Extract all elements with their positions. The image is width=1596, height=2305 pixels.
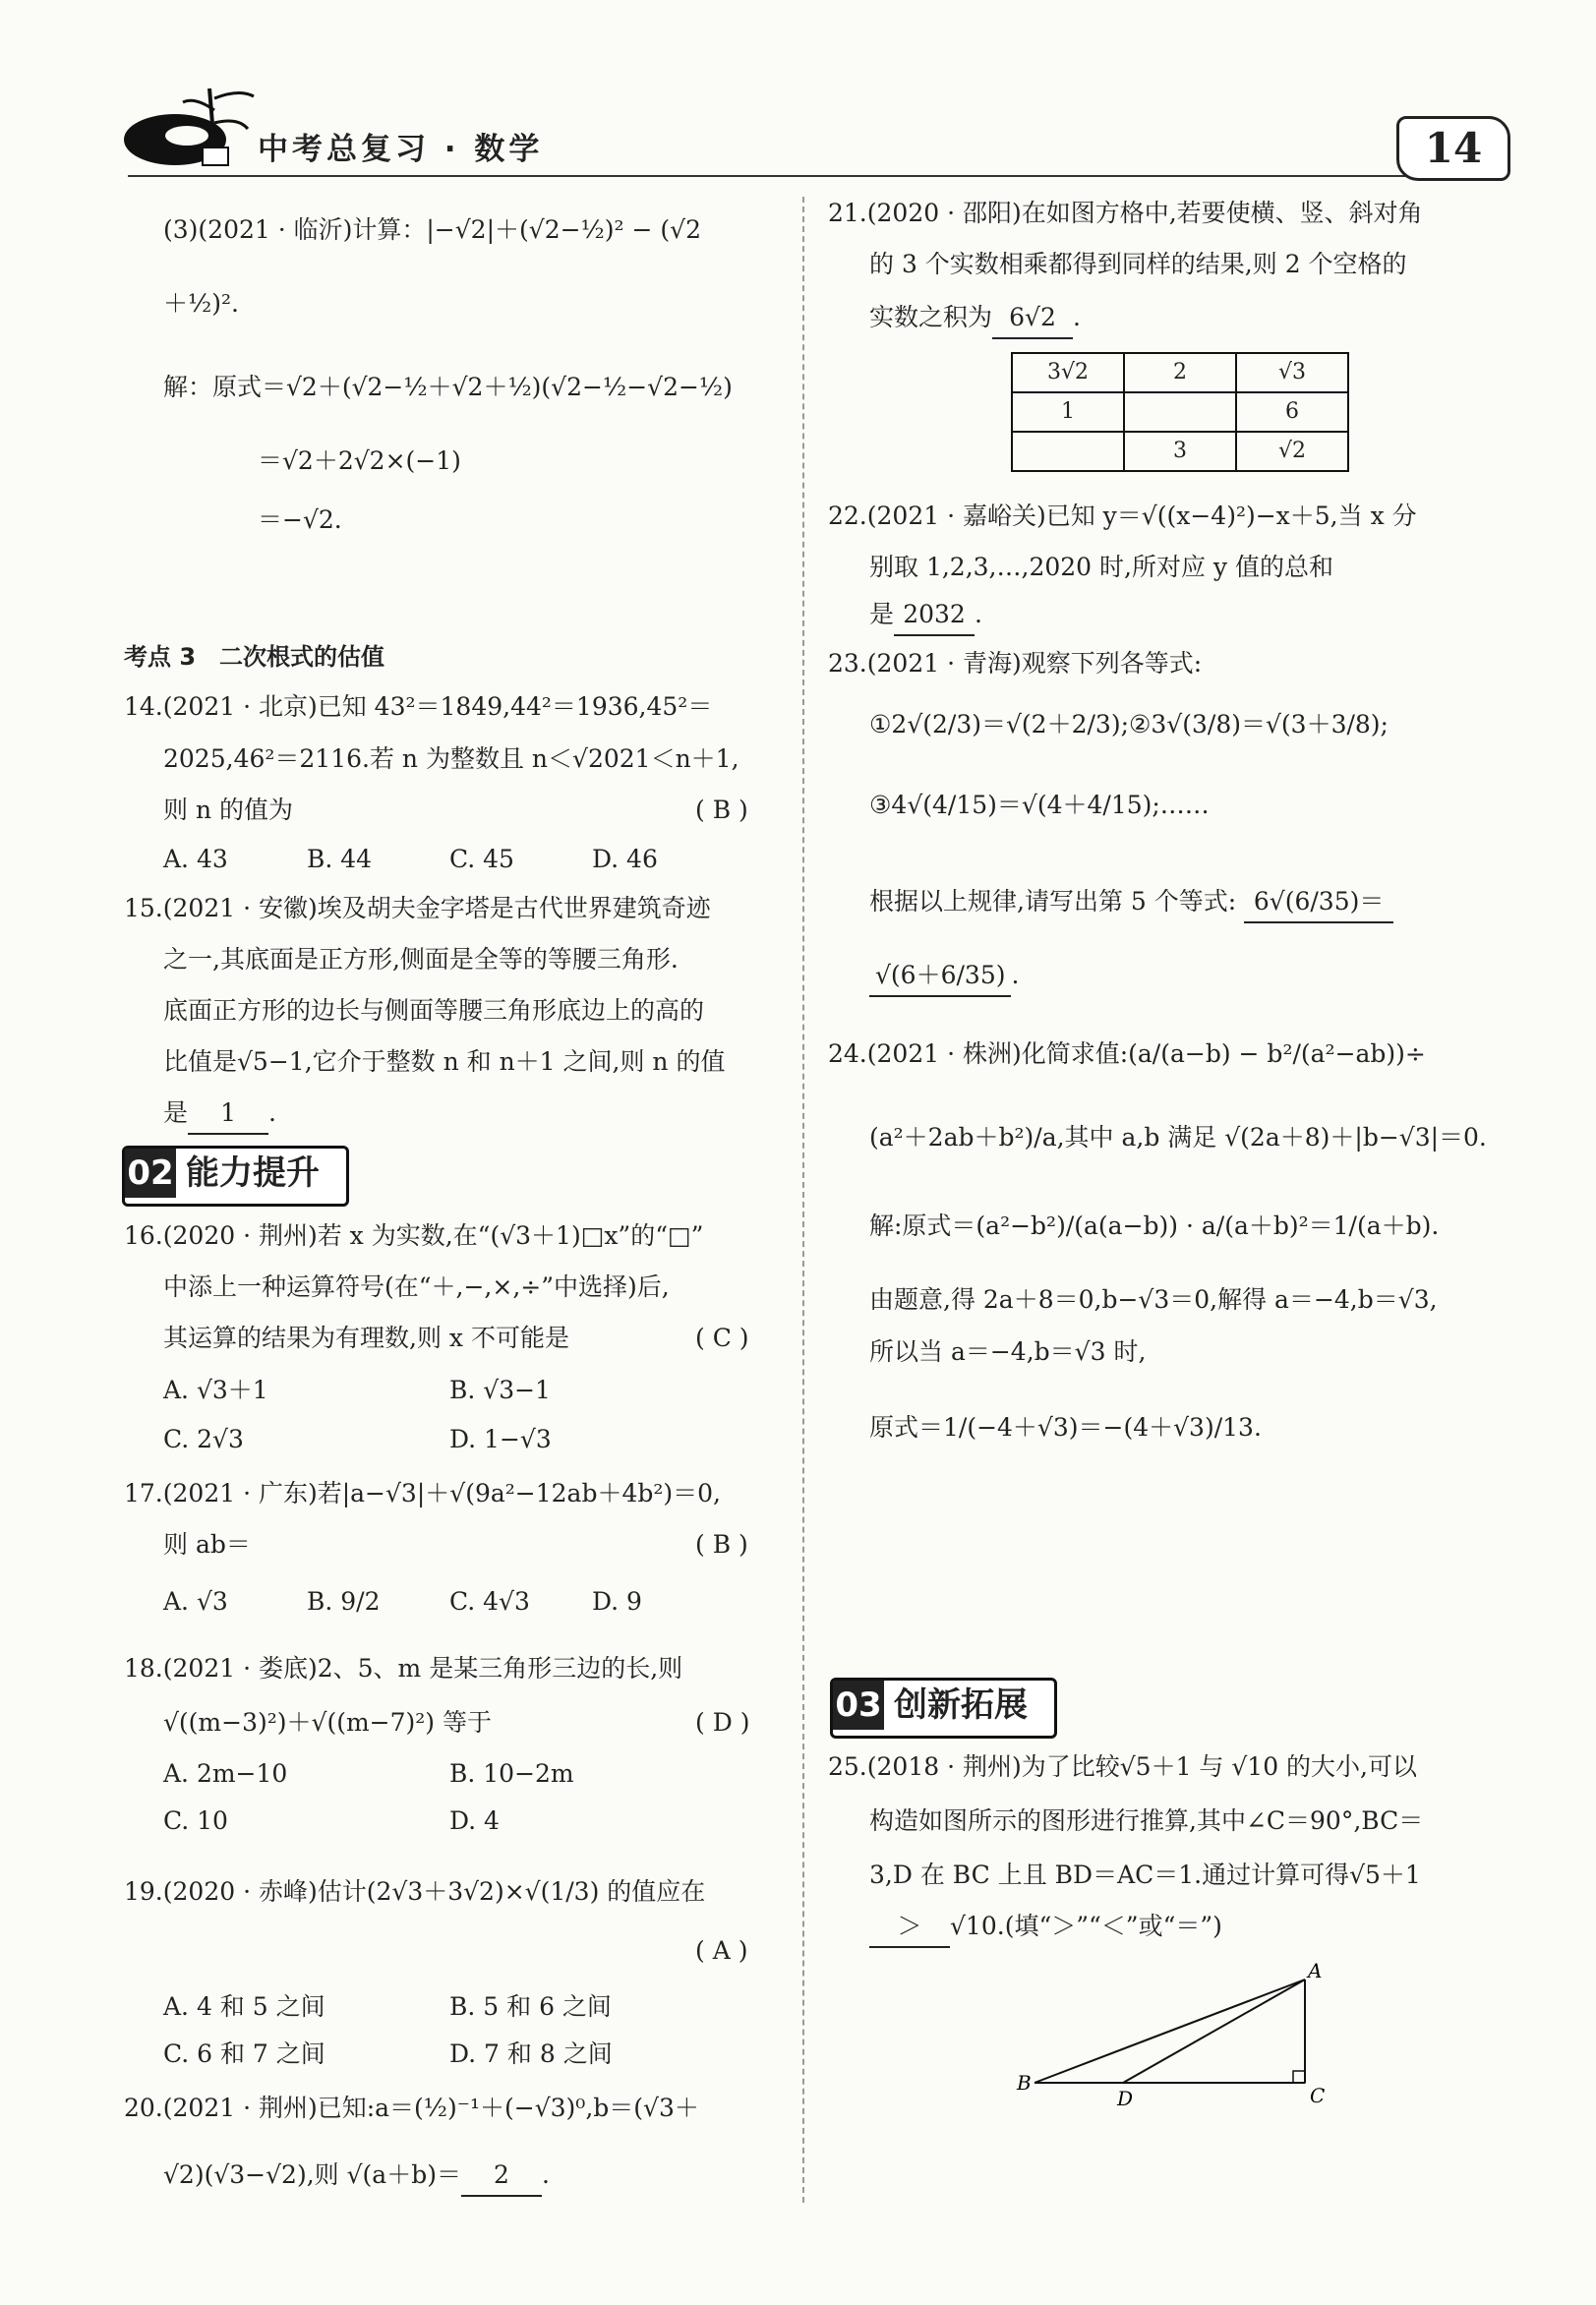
q24-solution-line4: 原式＝1/(−4＋√3)＝−(4＋√3)/13. — [869, 1413, 1262, 1442]
grid-cell: 6 — [1236, 392, 1348, 432]
q17-choice-b: B. 9/2 — [307, 1587, 381, 1616]
q23-line3: ③4√(4/15)＝√(4＋4/15);…… — [869, 791, 1210, 819]
q23-line4 — [869, 883, 1393, 923]
column-divider — [802, 197, 804, 2203]
q17-line1: 17.(2021 · 广东)若|a−√3|＋√(9a²−12ab＋4b²)＝0, — [124, 1479, 721, 1507]
book-title: 中考总复习 · 数学 — [258, 132, 544, 167]
q22-suffix: . — [975, 600, 982, 628]
grid-cell: 3 — [1124, 432, 1236, 471]
badge-ability-label: 能力提升 — [186, 1153, 320, 1193]
q18-choice-a: A. 2m−10 — [163, 1759, 288, 1788]
q19-choice-a: A. 4 和 5 之间 — [163, 1992, 325, 2021]
q21-line2: 的 3 个实数相乘都得到同样的结果,则 2 个空格的 — [869, 250, 1407, 278]
q24-solution-line2: 由题意,得 2a＋8＝0,b−√3＝0,解得 a＝−4,b＝√3, — [869, 1285, 1438, 1314]
q24-solution-line1: 解:原式＝(a²−b²)/(a(a−b)) · a/(a＋b)²＝1/(a＋b). — [869, 1212, 1440, 1240]
q15-line4: 比值是√5−1,它介于整数 n 和 n＋1 之间,则 n 的值 — [163, 1047, 726, 1076]
q18-line2: √((m−3)²)＋√((m−7)²) 等于 — [163, 1708, 492, 1737]
badge-innovation — [830, 1678, 1057, 1739]
q16-line3: 其运算的结果为有理数,则 x 不可能是 — [163, 1324, 569, 1352]
q25-line3: 3,D 在 BC 上且 BD＝AC＝1.通过计算可得√5＋1 — [869, 1861, 1421, 1889]
q14-line2: 2025,46²＝2116.若 n 为整数且 n＜√2021＜n＋1, — [163, 744, 739, 773]
q17-answer: ( B ) — [695, 1530, 748, 1559]
badge-ability-number: 02 — [125, 1149, 176, 1198]
q16-choice-c: C. 2√3 — [163, 1425, 244, 1453]
q13-part3-line1: (3)(2021 · 临沂)计算：|−√2|＋(√2−½)² − (√2 — [163, 215, 701, 244]
grid-cell — [1012, 432, 1124, 471]
label-c: C — [1310, 2084, 1326, 2107]
q16-line2: 中添上一种运算符号(在“＋,−,×,÷”中选择)后, — [163, 1272, 670, 1301]
q25-line2: 构造如图所示的图形进行推算,其中∠C＝90°,BC＝ — [869, 1806, 1424, 1835]
segment-da — [1123, 1980, 1305, 2083]
q16-line1: 16.(2020 · 荆州)若 x 为实数,在“(√3＋1)□x”的“□” — [124, 1221, 704, 1250]
q13-solution-line2: ＝√2＋2√2×(−1) — [258, 446, 461, 475]
segment-ba — [1034, 1980, 1305, 2083]
q19-choice-c: C. 6 和 7 之间 — [163, 2039, 325, 2068]
q22-prefix: 是 — [869, 600, 895, 628]
q19-line1: 19.(2020 · 赤峰)估计(2√3＋3√2)×√(1/3) 的值应在 — [124, 1877, 706, 1906]
q18-choice-c: C. 10 — [163, 1806, 228, 1835]
q22-line2: 别取 1,2,3,…,2020 时,所对应 y 值的总和 — [869, 553, 1333, 581]
q25-right-triangle-figure — [1015, 1960, 1349, 2107]
q18-answer: ( D ) — [695, 1708, 750, 1737]
q14-choice-d: D. 46 — [592, 845, 658, 873]
label-b: B — [1017, 2071, 1032, 2095]
badge-innovation-number: 03 — [833, 1681, 884, 1730]
section-title-estimation: 考点 3 二次根式的估值 — [124, 643, 385, 671]
q24-solution-line3: 所以当 a＝−4,b＝√3 时, — [869, 1337, 1147, 1366]
q14-choice-a: A. 43 — [163, 845, 228, 873]
bamboo-logo-icon — [116, 79, 264, 177]
grid-cell: 1 — [1012, 392, 1124, 432]
q21-line3 — [869, 299, 1081, 339]
q23-line1: 23.(2021 · 青海)观察下列各等式: — [828, 649, 1203, 678]
header-rule — [128, 175, 1465, 177]
q25-line4 — [869, 1908, 1222, 1948]
grid-cell — [1124, 392, 1236, 432]
q15-line2: 之一,其底面是正方形,侧面是全等的等腰三角形. — [163, 945, 679, 974]
q23-answer-blank2: √(6＋6/35) — [869, 957, 1011, 997]
q18-line1: 18.(2021 · 娄底)2、5、m 是某三角形三边的长,则 — [124, 1654, 683, 1683]
q21-line1: 21.(2020 · 邵阳)在如图方格中,若要使横、竖、斜对角 — [828, 199, 1423, 227]
badge-innovation-label: 创新拓展 — [894, 1685, 1028, 1725]
label-a: A — [1308, 1960, 1323, 1982]
q20-suffix: . — [541, 2160, 550, 2189]
q13-solution-line1: 解：原式＝√2＋(√2−½＋√2＋½)(√2−½−√2−½) — [163, 373, 733, 401]
badge-ability — [122, 1146, 349, 1207]
q17-choice-c: C. 4√3 — [449, 1587, 530, 1616]
q21-magic-grid — [1011, 352, 1349, 472]
q18-choice-b: B. 10−2m — [449, 1759, 574, 1788]
q19-choice-b: B. 5 和 6 之间 — [449, 1992, 612, 2021]
q16-choice-d: D. 1−√3 — [449, 1425, 552, 1453]
q25-answer-blank: ＞ — [869, 1908, 950, 1948]
q23-end: . — [1011, 961, 1020, 989]
q21-answer-blank: 6√2 — [992, 299, 1073, 339]
q23-line2: ①2√(2/3)＝√(2＋2/3);②3√(3/8)＝√(3＋3/8); — [869, 710, 1389, 739]
q25-suffix: √10.(填“＞”“＜”或“＝”) — [950, 1912, 1222, 1940]
q24-line2: (a²＋2ab＋b²)/a,其中 a,b 满足 √(2a＋8)＋|b−√3|＝0. — [869, 1123, 1487, 1152]
q14-choice-c: C. 45 — [449, 845, 514, 873]
q15-line1: 15.(2021 · 安徽)埃及胡夫金字塔是古代世界建筑奇迹 — [124, 894, 711, 922]
q23-prompt: 根据以上规律,请写出第 5 个等式: — [869, 887, 1237, 916]
q16-choice-a: A. √3＋1 — [163, 1376, 268, 1404]
grid-cell: 2 — [1124, 353, 1236, 392]
q21-suffix: . — [1073, 303, 1081, 331]
grid-cell: 3√2 — [1012, 353, 1124, 392]
q14-line3: 则 n 的值为 — [163, 796, 293, 824]
grid-cell: √3 — [1236, 353, 1348, 392]
q14-line1: 14.(2021 · 北京)已知 43²＝1849,44²＝1936,45²＝ — [124, 692, 713, 721]
grid-cell: √2 — [1236, 432, 1348, 471]
q15-prefix: 是 — [163, 1098, 189, 1127]
q20-answer-blank: 2 — [461, 2157, 542, 2197]
q18-choice-d: D. 4 — [449, 1806, 500, 1835]
q16-answer: ( C ) — [695, 1324, 749, 1352]
q24-line1: 24.(2021 · 株洲)化简求值:(a/(a−b) − b²/(a²−ab))÷ — [828, 1039, 1426, 1068]
q21-prefix: 实数之积为 — [869, 303, 993, 331]
q16-choice-b: B. √3−1 — [449, 1376, 551, 1404]
q13-solution-line3: ＝−√2. — [258, 505, 342, 534]
q23-answer-blank1: 6√(6/35)＝ — [1244, 883, 1393, 923]
q23-line5 — [869, 957, 1019, 997]
q22-line1: 22.(2021 · 嘉峪关)已知 y＝√((x−4)²)−x＋5,当 x 分 — [828, 502, 1417, 530]
q15-answer-blank: 1 — [188, 1094, 268, 1135]
q20-line2 — [163, 2157, 550, 2197]
label-d: D — [1117, 2087, 1134, 2107]
q22-line3 — [869, 596, 982, 636]
right-angle-mark — [1293, 2071, 1305, 2083]
q13-part3-line2: ＋½)². — [163, 289, 239, 318]
q19-choice-d: D. 7 和 8 之间 — [449, 2039, 613, 2068]
q17-line2: 则 ab＝ — [163, 1530, 251, 1559]
q25-line1: 25.(2018 · 荆州)为了比较√5＋1 与 √10 的大小,可以 — [828, 1752, 1418, 1781]
q19-answer: ( A ) — [695, 1936, 748, 1965]
q20-line1: 20.(2021 · 荆州)已知:a＝(½)⁻¹＋(−√3)⁰,b＝(√3＋ — [124, 2094, 699, 2122]
q17-choice-d: D. 9 — [592, 1587, 642, 1616]
q14-choice-b: B. 44 — [307, 845, 373, 873]
page-number: 14 — [1396, 116, 1510, 181]
q15-suffix: . — [268, 1098, 276, 1127]
q15-line3: 底面正方形的边长与侧面等腰三角形底边上的高的 — [163, 996, 705, 1025]
q17-choice-a: A. √3 — [163, 1587, 228, 1616]
q15-line5 — [163, 1094, 276, 1135]
q20-prefix: √2)(√3−√2),则 √(a＋b)＝ — [163, 2160, 461, 2189]
q22-answer-blank: 2032 — [894, 596, 975, 636]
q14-answer: ( B ) — [695, 796, 748, 824]
